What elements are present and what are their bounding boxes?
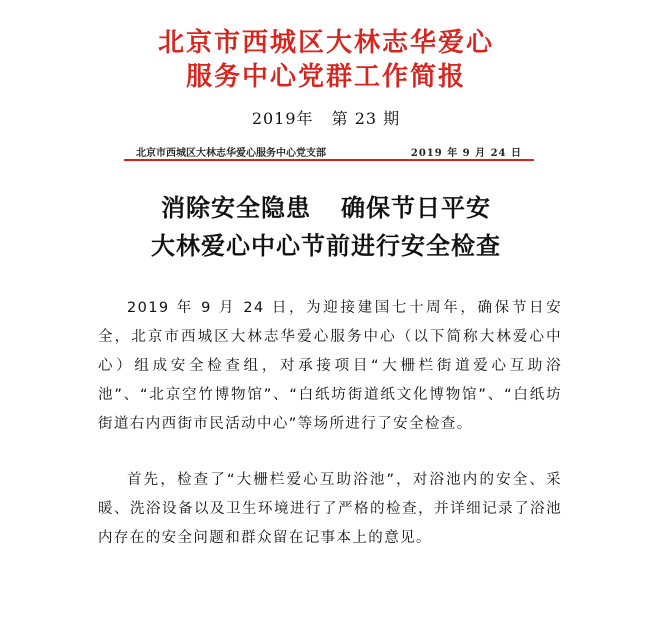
issuer-organization: 北京市西城区大林志华爱心服务中心党支部: [136, 148, 326, 159]
headline-line1: [0, 188, 652, 223]
masthead-title-line1: 北京市西城区大林志华爱心: [157, 28, 494, 58]
body-paragraph-2: 首先，检查了“大栅栏爱心互助浴池”，对浴池内的安全、采暖、洗浴设备以及卫生环境进行了严格的检查，并详细记录了浴池内存在的安全问题和群众留在记事本上的意见。: [98, 472, 562, 546]
headline-part1: 消除安全隐患: [161, 194, 311, 222]
issue-number: 第 23 期: [331, 109, 401, 128]
issue-date: 2019 年 9 月 24 日: [410, 148, 522, 159]
issue-line: [0, 106, 652, 129]
headline-line2: 大林爱心中心节前进行安全检查: [151, 232, 501, 260]
masthead-title-line2: 服务中心党群工作简报: [185, 62, 466, 92]
red-divider: [124, 159, 534, 161]
body-paragraph-1: 2019 年 9 月 24 日，为迎接建国七十周年，确保节日安全，北京市西城区大林志华爱心服务中心（以下简称大林爱心中心）组成安全检查组，对承接项目“大栅栏街道爱心互助浴池”、“北京空竹博物馆”、“白纸坊街道纸文化博物馆”、“白纸坊街道右内西街市民活动中心”等场所进行了安全检查。: [98, 300, 562, 432]
issue-year: 2019年: [251, 109, 314, 128]
headline-part2: 确保节日平安: [341, 194, 491, 222]
